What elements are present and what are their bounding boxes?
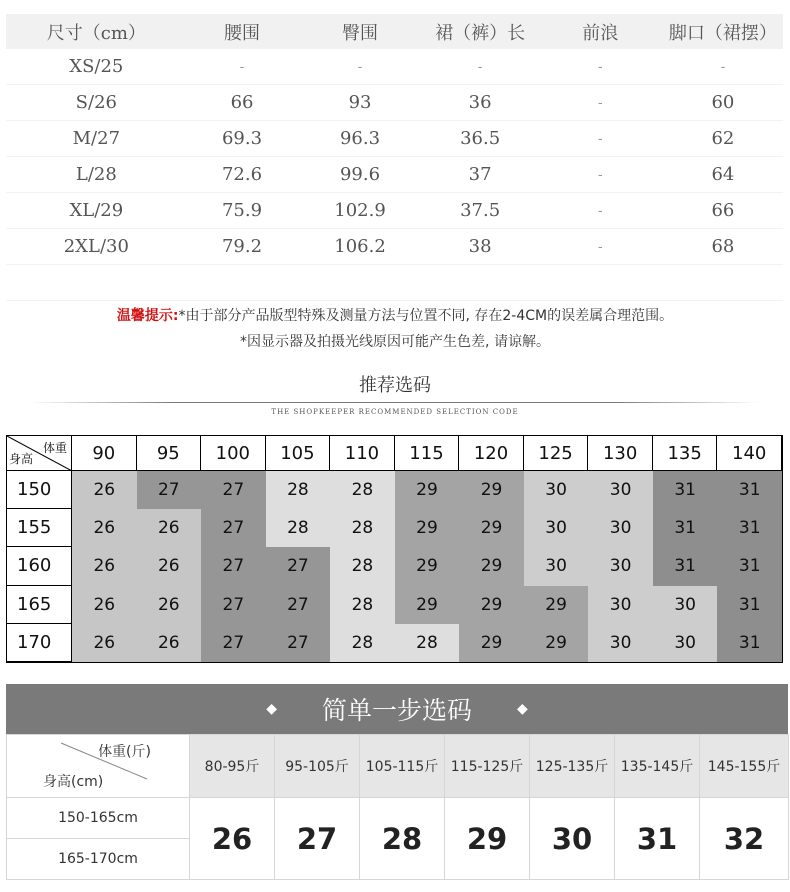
size-value-cell: 79.2: [187, 229, 298, 265]
weight-range: 80-95斤: [190, 735, 275, 798]
size-value-cell: 96.3: [297, 121, 422, 157]
weight-range: 145-155斤: [700, 735, 789, 798]
size-value-cell: 36.5: [423, 121, 538, 157]
size-value-cell: 30: [588, 509, 653, 547]
size-value-cell: 31: [717, 547, 782, 585]
size-value-cell: -: [423, 49, 538, 85]
size-label-cell: XL/29: [6, 193, 187, 229]
size-value-cell: 26: [72, 547, 137, 585]
size-value-cell: 26: [72, 471, 137, 509]
weight-range: 125-135斤: [530, 735, 615, 798]
height-header-cell: 170: [7, 624, 72, 662]
recommend-corner-cell: [7, 436, 72, 471]
size-chart-row: [6, 157, 783, 193]
weight-header-cell: 120: [459, 436, 524, 471]
size-value-cell: 31: [653, 509, 718, 547]
size-value-cell: 30: [588, 624, 653, 662]
size-value-cell: 31: [653, 547, 718, 585]
size-value-cell: -: [297, 49, 422, 85]
size-chart-header: 前浪: [538, 14, 663, 49]
size-value-cell: 106.2: [297, 229, 422, 265]
size-value-cell: 27: [266, 547, 331, 585]
size-value-cell: 66: [187, 85, 298, 121]
size-value-cell: 26: [137, 586, 202, 624]
weight-header-cell: 125: [524, 436, 589, 471]
simple-size-title: 简单一步选码: [321, 696, 472, 725]
weight-header-cell: 100: [201, 436, 266, 471]
size-value-cell: 31: [653, 471, 718, 509]
recommend-subtitle: THE SHOPKEEPER RECOMMENDED SELECTION CODE: [271, 408, 519, 416]
empty-cell: [423, 265, 538, 301]
size-value-cell: 66: [663, 193, 783, 229]
height-header-cell: 150: [7, 471, 72, 509]
size-chart-row: [6, 193, 783, 229]
simple-size-panel: [6, 684, 788, 874]
size-value-cell: 36: [423, 85, 538, 121]
size-label-cell: XS/25: [6, 49, 187, 85]
size-value-cell: 29: [395, 547, 460, 585]
size-value-cell: 26: [72, 509, 137, 547]
weight-range: 135-145斤: [615, 735, 700, 798]
size-value-cell: -: [538, 85, 663, 121]
size-value-cell: 28: [266, 509, 331, 547]
size-value: 29: [445, 798, 530, 880]
diamond-icon: ◆: [266, 701, 277, 717]
size-label-cell: M/27: [6, 121, 187, 157]
simple-size-row: [7, 798, 789, 839]
size-value-cell: 28: [266, 471, 331, 509]
weight-header-cell: 105: [266, 436, 331, 471]
size-label-cell: 2XL/30: [6, 229, 187, 265]
size-value-cell: 30: [653, 586, 718, 624]
simple-size-table: [6, 734, 789, 880]
warm-tip-line-2: [0, 331, 790, 351]
warm-tip-label: 温馨提示:: [116, 308, 179, 324]
size-value-cell: 30: [588, 586, 653, 624]
height-range: 150-165cm: [7, 798, 190, 839]
size-value-cell: 27: [266, 586, 331, 624]
size-value-cell: 72.6: [187, 157, 298, 193]
size-value-cell: 31: [717, 509, 782, 547]
diamond-icon: ◆: [517, 701, 528, 717]
size-chart-header: 裙（裤）长: [423, 14, 538, 49]
size-value-cell: -: [538, 49, 663, 85]
size-value-cell: 26: [137, 509, 202, 547]
size-value-cell: 29: [459, 624, 524, 662]
empty-cell: [187, 265, 298, 301]
recommend-divider: [30, 402, 760, 403]
size-value-cell: 27: [201, 624, 266, 662]
size-value-cell: 28: [330, 509, 395, 547]
recommend-title: 推荐选码: [359, 375, 431, 396]
size-chart-body: [6, 49, 783, 301]
size-chart-table: [6, 14, 783, 301]
size-value-cell: 29: [395, 471, 460, 509]
size-value-cell: 31: [717, 471, 782, 509]
size-value-cell: 29: [395, 509, 460, 547]
size-value-cell: 27: [201, 547, 266, 585]
weight-header-cell: 110: [330, 436, 395, 471]
size-label-cell: L/28: [6, 157, 187, 193]
size-value-cell: 30: [524, 471, 589, 509]
corner-height-label: 身高: [9, 452, 34, 466]
size-value: 27: [275, 798, 360, 880]
height-header-cell: 165: [7, 586, 72, 624]
weight-header-cell: 135: [653, 436, 718, 471]
size-chart-header-row: [6, 14, 783, 49]
size-value-cell: 29: [395, 586, 460, 624]
size-value-cell: 27: [266, 624, 331, 662]
size-value-cell: -: [187, 49, 298, 85]
empty-cell: [663, 265, 783, 301]
size-value-cell: 99.6: [297, 157, 422, 193]
size-value-cell: -: [538, 121, 663, 157]
size-chart-spacer-row: [6, 265, 783, 301]
size-value-cell: 30: [588, 547, 653, 585]
size-value: 26: [190, 798, 275, 880]
weight-header-cell: 115: [395, 436, 460, 471]
size-value: 31: [615, 798, 700, 880]
size-chart-row: [6, 85, 783, 121]
weight-header-cell: 130: [588, 436, 653, 471]
simple-size-banner: [6, 684, 788, 734]
size-value-cell: 60: [663, 85, 783, 121]
size-value-cell: -: [663, 49, 783, 85]
size-value-cell: 38: [423, 229, 538, 265]
simple-corner-height: 身高(cm): [43, 774, 104, 790]
size-value-cell: 93: [297, 85, 422, 121]
height-header-cell: 155: [7, 509, 72, 547]
empty-cell: [297, 265, 422, 301]
size-chart-row: [6, 121, 783, 157]
size-value-cell: 37.5: [423, 193, 538, 229]
size-value-cell: 68: [663, 229, 783, 265]
size-value-cell: 31: [717, 624, 782, 662]
size-chart-row: [6, 49, 783, 85]
size-value-cell: 27: [201, 586, 266, 624]
size-value-cell: -: [538, 229, 663, 265]
size-value-cell: 30: [588, 471, 653, 509]
size-value: 30: [530, 798, 615, 880]
simple-size-header-row: [7, 735, 789, 798]
size-value: 32: [700, 798, 789, 880]
size-value-cell: 28: [395, 624, 460, 662]
size-value-cell: 75.9: [187, 193, 298, 229]
size-chart-row: [6, 229, 783, 265]
size-value-cell: 26: [72, 586, 137, 624]
size-value: 28: [360, 798, 445, 880]
size-value-cell: 30: [653, 624, 718, 662]
warm-tip-line-1: [0, 305, 790, 325]
weight-range: 105-115斤: [360, 735, 445, 798]
height-header-cell: 160: [7, 547, 72, 585]
size-value-cell: 27: [201, 509, 266, 547]
size-value-cell: 64: [663, 157, 783, 193]
size-value-cell: 69.3: [187, 121, 298, 157]
corner-weight-label: 体重: [42, 441, 67, 455]
weight-header-cell: 90: [72, 436, 137, 471]
size-value-cell: 29: [459, 471, 524, 509]
size-value-cell: 102.9: [297, 193, 422, 229]
warm-tip-text-2: *因显示器及拍摄光线原因可能产生色差, 请谅解。: [240, 334, 550, 350]
size-value-cell: 28: [330, 586, 395, 624]
weight-header-cell: 140: [717, 436, 782, 471]
size-value-cell: 26: [137, 624, 202, 662]
simple-corner-cell: [7, 735, 190, 798]
size-value-cell: 29: [459, 586, 524, 624]
size-value-cell: 27: [137, 471, 202, 509]
size-value-cell: 29: [459, 547, 524, 585]
size-value-cell: 29: [524, 624, 589, 662]
size-value-cell: -: [538, 193, 663, 229]
size-value-cell: 28: [330, 471, 395, 509]
size-value-cell: 29: [459, 509, 524, 547]
size-value-cell: 31: [717, 586, 782, 624]
size-value-cell: 27: [201, 471, 266, 509]
size-value-cell: 30: [524, 547, 589, 585]
weight-header-cell: 95: [137, 436, 202, 471]
size-value-cell: 26: [137, 547, 202, 585]
size-value-cell: -: [538, 157, 663, 193]
size-chart-header: 臀围: [297, 14, 422, 49]
height-range: 165-170cm: [7, 839, 190, 880]
empty-cell: [538, 265, 663, 301]
size-chart-header: 脚口（裙摆）: [663, 14, 783, 49]
size-label-cell: S/26: [6, 85, 187, 121]
size-value-cell: 37: [423, 157, 538, 193]
weight-range: 95-105斤: [275, 735, 360, 798]
size-value-cell: 29: [524, 586, 589, 624]
weight-range: 115-125斤: [445, 735, 530, 798]
warm-tip-text-1: *由于部分产品版型特殊及测量方法与位置不同, 存在2-4CM的误差属合理范围。: [178, 308, 674, 324]
size-value-cell: 28: [330, 547, 395, 585]
size-value-cell: 62: [663, 121, 783, 157]
size-chart-header: 尺寸（cm）: [6, 14, 187, 49]
empty-cell: [6, 265, 187, 301]
size-chart-header: 腰围: [187, 14, 298, 49]
size-value-cell: 30: [524, 509, 589, 547]
recommend-grid: [6, 435, 783, 663]
size-value-cell: 28: [330, 624, 395, 662]
size-value-cell: 26: [72, 624, 137, 662]
simple-corner-weight: 体重(斤): [98, 744, 151, 760]
